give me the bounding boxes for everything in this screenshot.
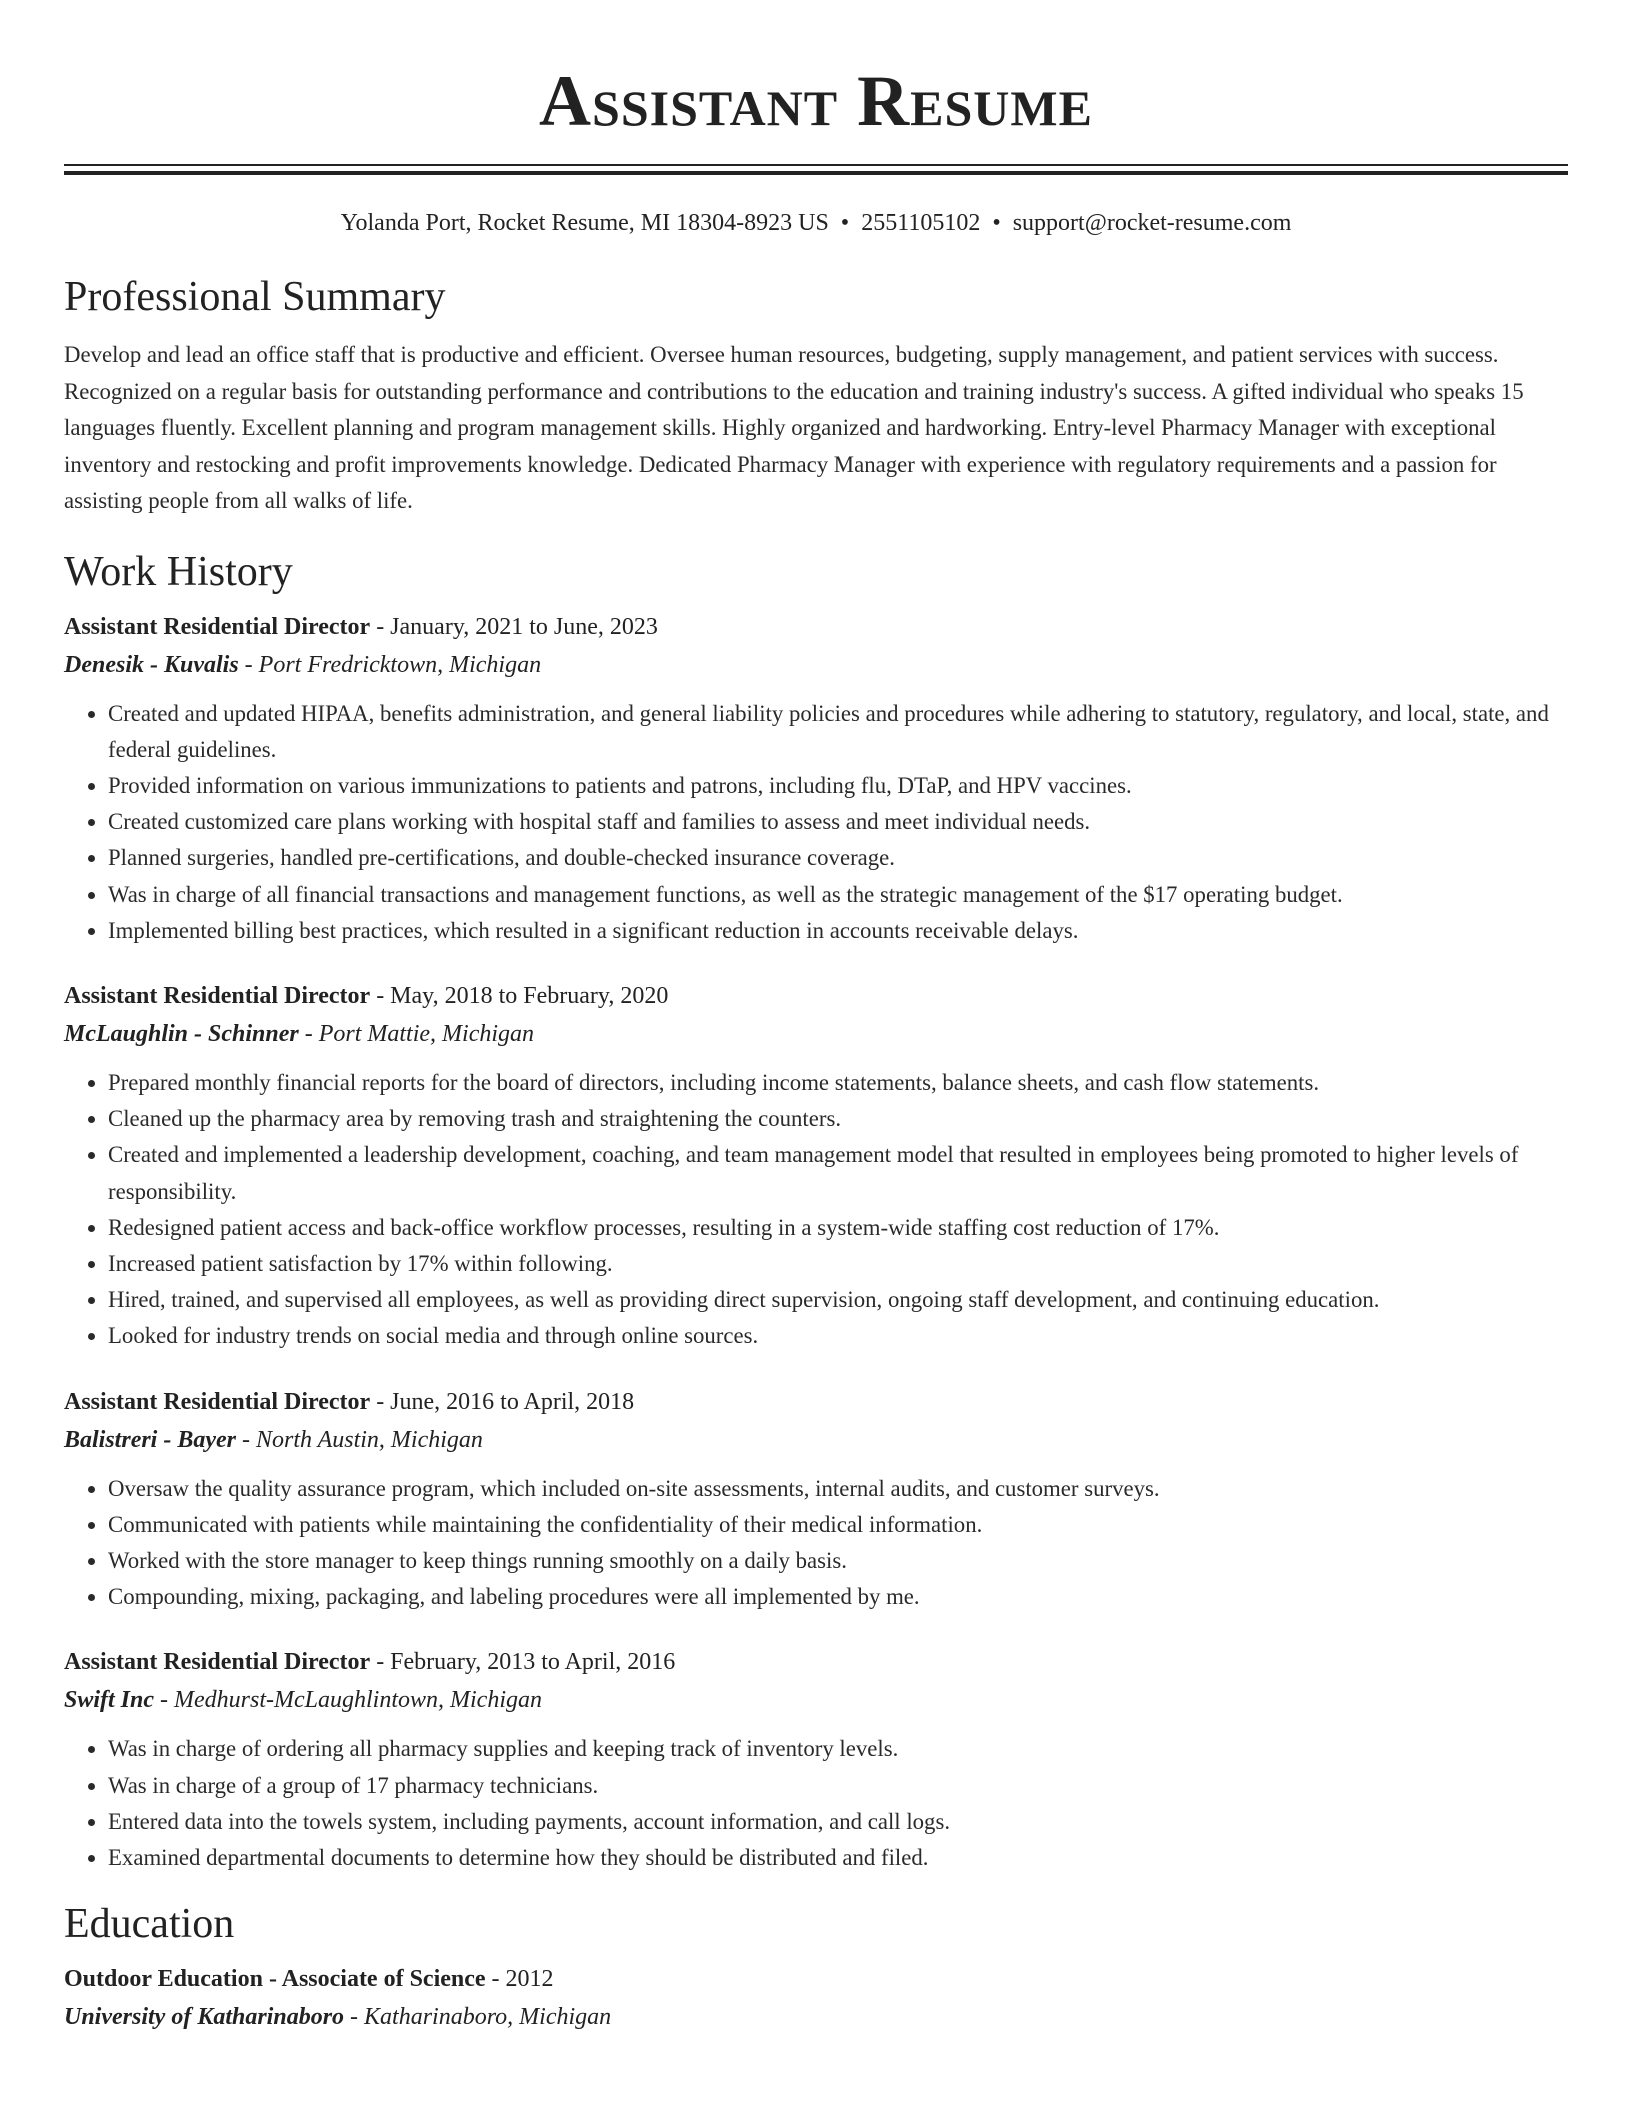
work-history-list — [64, 608, 1568, 1877]
job-bullet: • Increased patient satisfaction by 17% within following. — [108, 1246, 1568, 1282]
summary-heading: Professional Summary — [64, 274, 446, 320]
education-degree: Outdoor Education - Associate of Science — [64, 1966, 486, 1993]
company-line — [64, 1015, 1568, 1053]
job-title: Assistant Residential Director — [64, 613, 371, 640]
job-bullet: • Was in charge of all financial transactions and management functions, as well as the strategic management of the $17 operating budget. — [108, 877, 1568, 913]
company-line — [64, 1681, 1568, 1719]
job-dates: - February, 2013 to April, 2016 — [370, 1649, 676, 1676]
job-bullet: • Was in charge of a group of 17 pharmacy technicians. — [108, 1768, 1568, 1804]
company-location: - Port Mattie, Michigan — [298, 1020, 535, 1047]
contact-phone: 2551105102 — [861, 210, 981, 236]
job-bullet: • Entered data into the towels system, including payments, account information, and call logs. — [108, 1804, 1568, 1840]
job-bullet: • Planned surgeries, handled pre-certifications, and double-checked insurance coverage. — [108, 840, 1568, 876]
job-title: Assistant Residential Director — [64, 1388, 371, 1415]
job-bullet: • Oversaw the quality assurance program, which included on-site assessments, internal audits, and customer surveys. — [108, 1471, 1568, 1507]
job-bullet: • Worked with the store manager to keep things running smoothly on a daily basis. — [108, 1543, 1568, 1579]
job-bullet: • Cleaned up the pharmacy area by removing trash and straightening the counters. — [108, 1101, 1568, 1137]
job-bullet-list — [64, 1731, 1568, 1876]
education-location: - Katharinaboro, Michigan — [344, 2004, 612, 2031]
job-title-line — [64, 1383, 1568, 1421]
contact-address: Yolanda Port, Rocket Resume, MI 18304-8923 US — [340, 210, 829, 236]
contact-separator: • — [840, 210, 850, 236]
job-bullet: • Prepared monthly financial reports for the board of directors, including income statements, balance sheets, and cash flow statements. — [108, 1065, 1568, 1101]
company-name: McLaughlin - Schinner — [64, 1020, 299, 1047]
job-bullet: • Created and implemented a leadership development, coaching, and team management model that resulted in employees being promoted to higher levels of responsibility. — [108, 1137, 1568, 1209]
company-name: Denesik - Kuvalis — [64, 651, 239, 678]
job-bullet: • Communicated with patients while maintaining the confidentiality of their medical information. — [108, 1507, 1568, 1543]
job-bullet-list — [64, 1471, 1568, 1616]
work-history-heading: Work History — [64, 548, 293, 595]
education-school: University of Katharinaboro — [64, 2004, 345, 2031]
resume-title: Assistant Resume — [539, 61, 1093, 141]
job-entry — [64, 977, 1568, 1355]
resume-page — [64, 0, 1568, 2036]
education-school-line — [64, 1998, 1568, 2036]
job-dates: - June, 2016 to April, 2018 — [370, 1388, 635, 1415]
job-bullet: • Looked for industry trends on social media and through online sources. — [108, 1318, 1568, 1354]
job-title: Assistant Residential Director — [64, 982, 371, 1009]
education-heading: Education — [64, 1901, 235, 1948]
job-entry — [64, 608, 1568, 949]
job-bullet: • Redesigned patient access and back-office workflow processes, resulting in a system-wide staffing cost reduction of 17%. — [108, 1210, 1568, 1246]
contact-separator: • — [992, 210, 1001, 236]
education-degree-line — [64, 1960, 1568, 1998]
job-bullet-list — [64, 696, 1568, 949]
company-location: - Port Fredricktown, Michigan — [238, 651, 542, 678]
job-title-line — [64, 608, 1568, 646]
job-title-line — [64, 1643, 1568, 1681]
education-list — [64, 1960, 1568, 2036]
company-location: - Medhurst-McLaughlintown, Michigan — [154, 1687, 542, 1714]
job-bullet: • Was in charge of ordering all pharmacy supplies and keeping track of inventory levels. — [108, 1731, 1568, 1767]
job-bullet: • Created customized care plans working with hospital staff and families to assess and meet individual needs. — [108, 804, 1568, 840]
job-dates: - May, 2018 to February, 2020 — [370, 982, 669, 1009]
company-line — [64, 646, 1568, 684]
company-location: - North Austin, Michigan — [236, 1426, 483, 1453]
job-bullet-list — [64, 1065, 1568, 1355]
job-bullet: • Examined departmental documents to determine how they should be distributed and filed. — [108, 1840, 1568, 1876]
job-title: Assistant Residential Director — [64, 1649, 371, 1676]
company-name: Swift Inc — [64, 1687, 155, 1714]
company-name: Balistreri - Bayer — [64, 1426, 236, 1453]
title-double-rule — [64, 164, 1568, 175]
job-bullet: • Implemented billing best practices, which resulted in a significant reduction in accounts receivable delays. — [108, 913, 1568, 949]
summary-text: Develop and lead an office staff that is productive and efficient. Oversee human resources, budgeting, supply management, and patient services with success. Recognized on a regular basis for outstanding performance and contributions to the education and training industry's success. A gifted individual who speaks 15 languages fluently. Excellent planning and program management skills. Highly organized and hardworking. Entry-level Pharmacy Manager with exceptional inventory and restocking and profit improvements knowledge. Dedicated Pharmacy Manager with experience with regulatory requirements and a passion for assisting people from all walks of life. — [64, 342, 1524, 513]
job-dates: - January, 2021 to June, 2023 — [370, 613, 658, 640]
job-bullet: • Provided information on various immunizations to patients and patrons, including flu, DTaP, and HPV vaccines. — [108, 768, 1568, 804]
education-entry — [64, 1960, 1568, 2036]
job-bullet: • Hired, trained, and supervised all employees, as well as providing direct supervision, ongoing staff development, and continuing education. — [108, 1282, 1568, 1318]
job-bullet: • Compounding, mixing, packaging, and labeling procedures were all implemented by me. — [108, 1579, 1568, 1615]
education-year: - 2012 — [485, 1966, 554, 1993]
job-entry — [64, 1643, 1568, 1876]
contact-email[interactable]: support@rocket-resume.com — [1012, 210, 1292, 236]
company-line — [64, 1421, 1568, 1459]
job-bullet: • Created and updated HIPAA, benefits administration, and general liability policies and procedures while adhering to statutory, regulatory, and local, state, and federal guidelines. — [108, 696, 1568, 768]
contact-line — [64, 207, 1568, 239]
job-title-line — [64, 977, 1568, 1015]
job-entry — [64, 1383, 1568, 1616]
